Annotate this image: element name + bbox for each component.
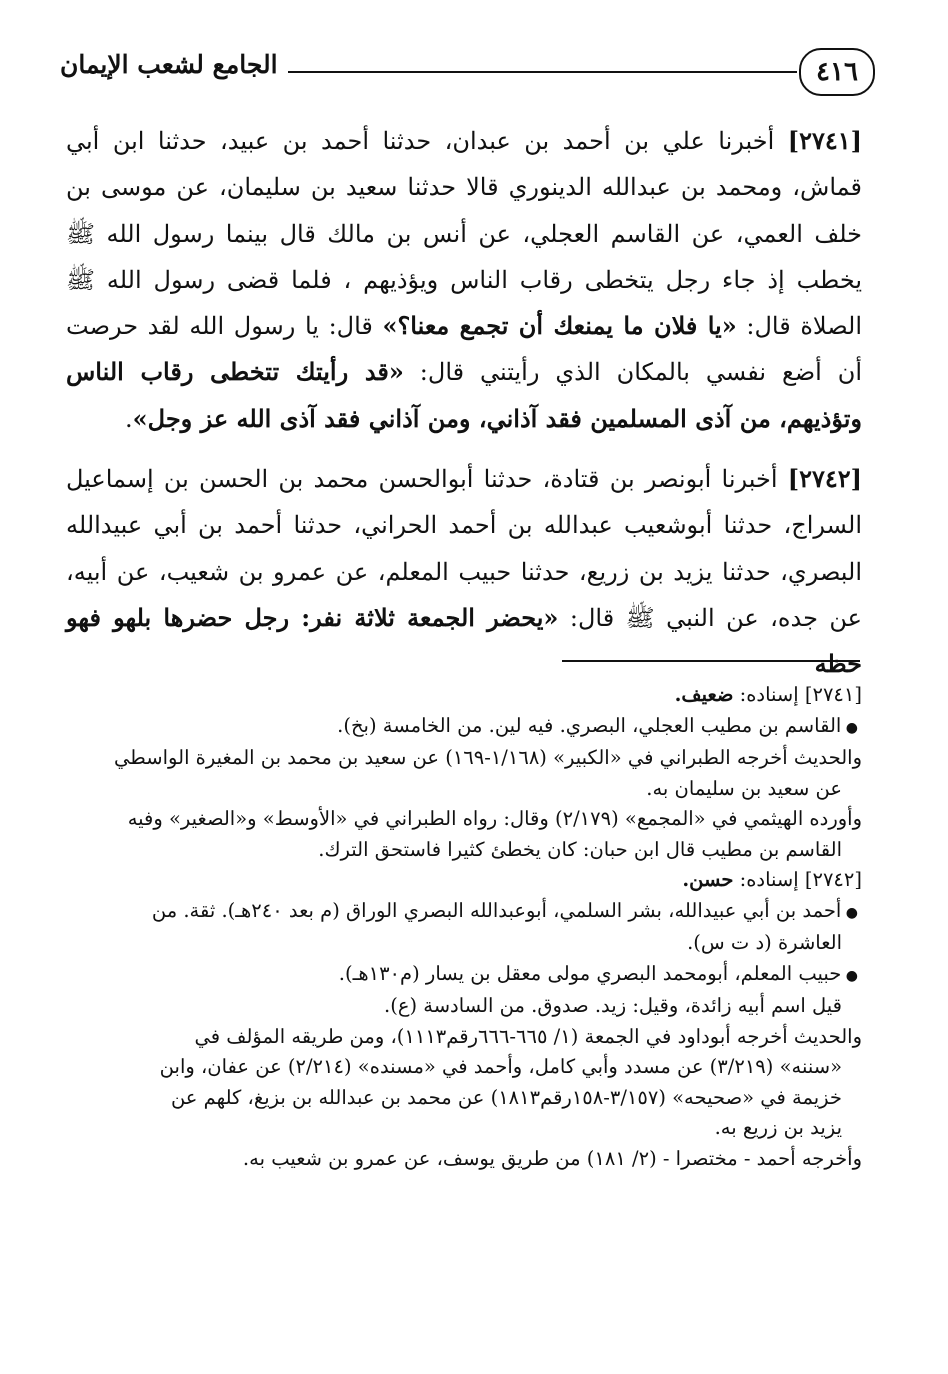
note-grade: ضعيف. [674,683,734,706]
note-heading [66,680,862,711]
note-number: [٢٧٤٢] [804,868,862,891]
hadith-number: [٢٧٤٢] [787,464,862,494]
hadith-text: أخبرنا علي بن أحمد بن عبدان، حدثنا أحمد بن عبيد، حدثنا ابن أبي قماش، ومحمد بن عبدالله الدينوري قالا حدثنا سعيد بن سليمان، عن موسى بن خلف العمي، عن القاسم العجلي، عن أنس بن مالك قال بينما رسول الله ﷺ يخطب إذ جاء رجل يتخطى رقاب الناس ويؤذيهم ، فلما قضى رسول الله ﷺ الصلاة قال: [66,127,863,341]
note-heading [66,865,862,896]
hadith-quote: «قد رأيتك تتخطى رقاب الناس وتؤذيهم، من آذى المسلمين فقد آذاني، ومن آذاني فقد آذى الله عز وجل» [66,357,862,433]
hadith-text: . [125,404,133,433]
note-number: [٢٧٤١] [804,683,862,706]
note-line: قيل اسم أبيه زائدة، وقيل: زيد. صدوق. من السادسة (ع). [384,994,842,1017]
note-line: والحديث أخرجه أبوداود في الجمعة (١/ ٦٦٥-٦٦٦رقم١١١٣)، ومن طريقه المؤلف في [194,1024,862,1048]
book-title: الجامع لشعب الإيمان [60,50,278,79]
page-number-badge: ٤١٦ [799,48,875,96]
main-text [66,118,862,702]
footnote-divider [562,660,860,662]
note-bullet: ● حبيب المعلم، أبومحمد البصري مولى معقل بن يسار (م١٣٠هـ). [66,959,862,992]
note-line: يزيد بن زريع به. [714,1116,842,1139]
hadith-quote: «يا فلان ما يمنعك أن تجمع معنا؟» [382,311,737,341]
note-grade: حسن. [682,868,734,891]
page-header [60,44,875,104]
note-line: وأخرجه أحمد - مختصرا - (٢/ ١٨١) من طريق يوسف، عن عمرو بن شعيب به. [242,1146,862,1170]
hadith-text: قال: يا رسول الله لقد حرصت أن أضع نفسي بالمكان الذي رأيتني قال: [66,312,862,387]
hadith-text: أخبرنا أبونصر بن قتادة، حدثنا أبوالحسن محمد بن الحسن بن إسماعيل السراج، حدثنا أبوشعيب عبدالله بن أحمد الحراني، حدثنا أحمد بن أبي عبيدالله البصري، حدثنا يزيد بن زريع، حدثنا حبيب المعلم، عن عمرو بن شعيب، عن أبيه، عن جده، عن النبي ﷺ قال: [66,465,862,632]
note-line: والحديث أخرجه الطبراني في «الكبير» (١/١٦٨-١٦٩) عن سعيد بن محمد بن المغيرة الواسطي [114,746,862,769]
note-bullet: ● أحمد بن أبي عبيدالله، بشر السلمي، أبوعبدالله البصري الوراق (م بعد ٢٤٠هـ). ثقة. من [66,896,862,929]
note-label: إسناده: [733,683,805,706]
footnotes [66,680,862,1174]
note-line: «سننه» (٣/٢١٩) عن مسدد وأبي كامل، وأحمد في «مسنده» (٢/٢١٤) عن عفان، وابن [159,1055,842,1078]
hadith-2742 [66,456,862,687]
note-line: وأورده الهيثمي في «المجمع» (٢/١٧٩) وقال: رواه الطبراني في «الأوسط» و«الصغير» وفيه [127,807,862,830]
hadith-2741 [66,118,862,442]
note-label: إسناده: [733,868,805,891]
hadith-number: [٢٧٤١] [787,126,862,155]
note-bullet: ● القاسم بن مطيب العجلي، البصري. فيه لين. من الخامسة (بخ). [66,711,862,744]
header-rule [288,71,797,73]
note-line: عن سعيد بن سليمان به. [646,776,842,800]
note-line: القاسم بن مطيب قال ابن حبان: كان يخطئ كثيرا فاستحق الترك. [318,837,842,861]
note-line: العاشرة (د ت س). [687,931,842,954]
note-line: خزيمة في «صحيحه» (٣/١٥٧-١٥٨رقم١٨١٣) عن محمد بن عبدالله بن بزيغ، كلهم عن [170,1085,842,1109]
hadith-quote: «يحضر الجمعة ثلاثة نفر: رجل حضرها بلهو فهو حظه [66,602,862,679]
